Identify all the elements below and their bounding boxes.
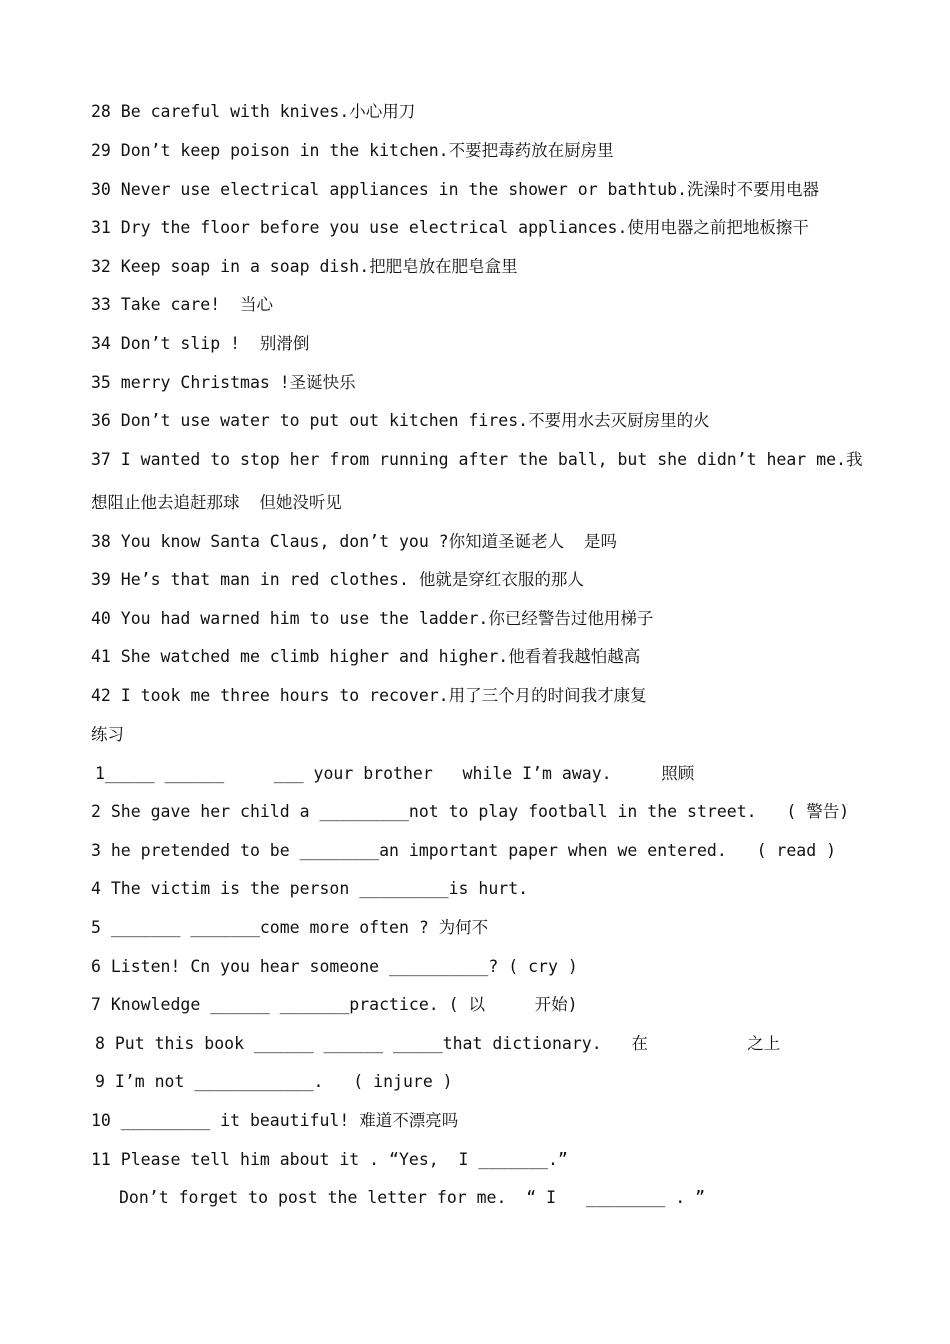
sentence-40: 40 You had warned him to use the ladder.你已经警告过他用梯子	[91, 609, 654, 628]
sentence-33: 33 Take care! 当心	[91, 295, 274, 314]
sentence-41: 41 She watched me climb higher and higher.他看着我越怕越高	[91, 647, 641, 666]
exercise-3: 3 he pretended to be ________an important paper when we entered. ( read )	[91, 841, 837, 860]
sentence-42: 42 I took me three hours to recover.用了三个月的时间我才康复	[91, 686, 647, 705]
sentence-28: 28 Be careful with knives.小心用刀	[91, 102, 416, 121]
sentence-36: 36 Don’t use water to put out kitchen fires.不要用水去灭厨房里的火	[91, 411, 710, 430]
exercise-11: 11 Please tell him about it . “Yes, I _______.”	[91, 1150, 568, 1169]
exercise-6: 6 Listen! Cn you hear someone __________? ( cry )	[91, 957, 578, 976]
exercise-5: 5 _______ _______come more often ? 为何不	[91, 918, 489, 937]
sentence-35: 35 merry Christmas !圣诞快乐	[91, 373, 356, 392]
exercise-2: 2 She gave her child a _________not to play football in the street. ( 警告)	[91, 802, 850, 821]
sentence-39: 39 He’s that man in red clothes. 他就是穿红衣服的那人	[91, 570, 584, 589]
sentence-34: 34 Don’t slip ! 别滑倒	[91, 334, 310, 353]
exercise-7: 7 Knowledge ______ _______practice. ( 以 开始)	[91, 995, 578, 1014]
sentence-38: 38 You know Santa Claus, don’t you ?你知道圣诞老人 是吗	[91, 532, 617, 551]
sentence-29: 29 Don’t keep poison in the kitchen.不要把毒药放在厨房里	[91, 141, 614, 160]
exercise-11-continued: Don’t forget to post the letter for me. “ I ________ . ”	[119, 1188, 706, 1207]
sentence-37: 37 I wanted to stop her from running after the ball, but she didn’t hear me.我	[91, 450, 863, 469]
exercise-4: 4 The victim is the person _________is hurt.	[91, 879, 529, 898]
exercise-8: 8 Put this book ______ ______ _____that dictionary. 在 之上	[95, 1034, 781, 1053]
exercise-10: 10 _________ it beautiful! 难道不漂亮吗	[91, 1111, 459, 1130]
sentence-37-continued: 想阻止他去追赶那球 但她没听见	[91, 493, 342, 512]
exercise-9: 9 I’m not ____________. ( injure )	[95, 1072, 453, 1091]
exercise-heading: 练习	[91, 725, 124, 744]
exercise-1: 1_____ ______ ___ your brother while I’m away. 照顾	[95, 764, 695, 783]
sentence-30: 30 Never use electrical appliances in the shower or bathtub.洗澡时不要用电器	[91, 180, 820, 199]
sentence-31: 31 Dry the floor before you use electrical appliances.使用电器之前把地板擦干	[91, 218, 809, 237]
sentence-32: 32 Keep soap in a soap dish.把肥皂放在肥皂盒里	[91, 257, 518, 276]
